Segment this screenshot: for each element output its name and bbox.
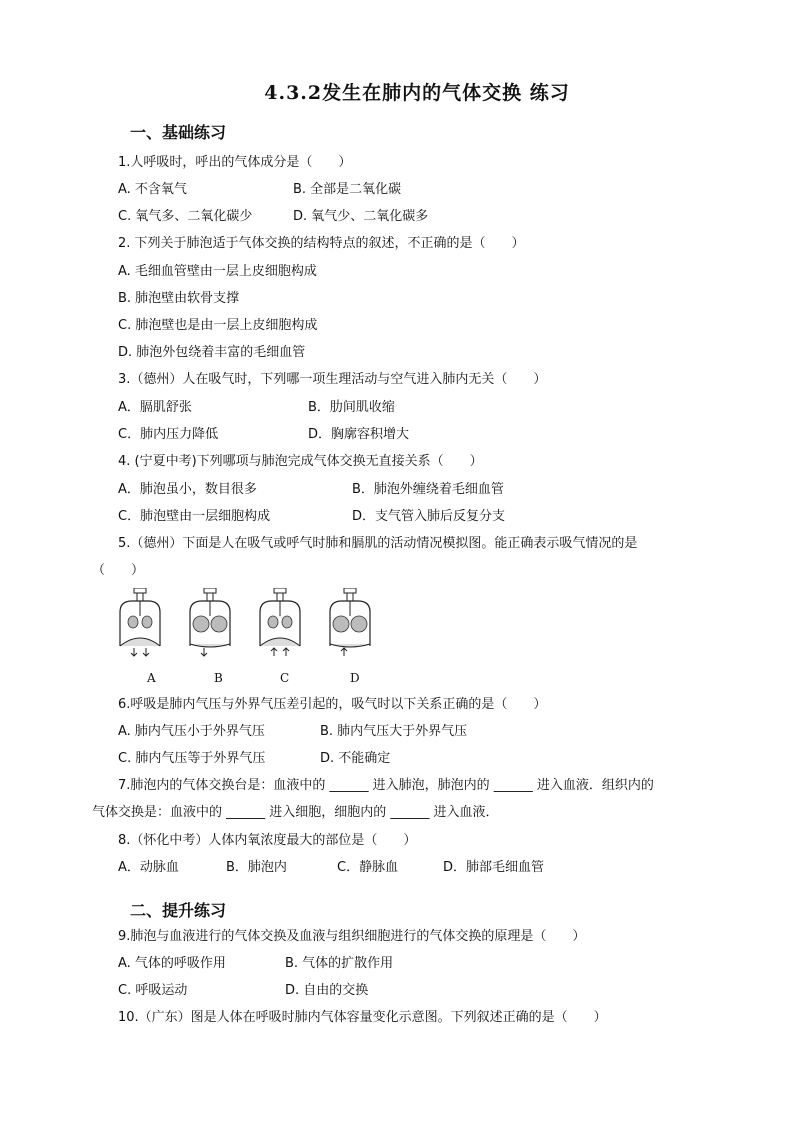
question-9-option-d: D. 自由的交换 [285,983,369,998]
question-4-stem: 4. (宁夏中考)下列哪项与肺泡完成气体交换无直接关系（ ） [118,454,483,469]
question-9-option-c: C. 呼吸运动 [118,983,188,998]
question-9-option-b: B. 气体的扩散作用 [285,956,394,971]
question-6-option-c: C. 肺内气压等于外界气压 [118,751,266,766]
question-1-stem: 1.人呼吸时，呼出的气体成分是（ ） [118,155,352,170]
question-4-option-a: A．肺泡虽小，数目很多 [118,482,257,497]
question-6-option-d: D. 不能确定 [320,751,391,766]
question-8-option-a: A．动脉血 [118,860,179,875]
question-4-option-d: D．支气管入肺后反复分支 [352,509,506,524]
question-6-option-a: A. 肺内气压小于外界气压 [118,724,265,739]
question-4-option-b: B．肺泡外缠绕着毛细血管 [352,482,504,497]
question-7-line-1: 7.肺泡内的气体交换台是：血液中的 ______ 进入肺泡，肺泡内的 ______ 进入血液．组织内的 [118,778,654,793]
model-d [330,588,370,656]
question-8-option-d: D．肺部毛细血管 [443,860,545,875]
model-a [120,588,160,656]
question-8-option-c: C．静脉血 [337,860,399,875]
question-2-option-c: C. 肺泡壁也是由一层上皮细胞构成 [118,318,318,333]
question-10-stem: 10.（广东）图是人体在呼吸时肺内气体容量变化示意图。下列叙述正确的是（ ） [118,1010,607,1025]
question-2-option-d: D. 肺泡外包绕着丰富的毛细血管 [118,345,306,360]
question-3-option-d: D．胸廓容积增大 [308,427,410,442]
section-heading-advanced: 二、提升练习 [130,901,227,920]
breathing-model-figure [110,588,380,688]
question-2-option-b: B. 肺泡壁由软骨支撑 [118,291,240,306]
model-b [190,588,230,656]
question-3-option-b: B．肋间肌收缩 [308,400,395,415]
figure-label-d: D [350,671,360,685]
question-4-option-c: C．肺泡壁由一层细胞构成 [118,509,271,524]
question-6-stem: 6.呼吸是肺内气压与外界气压差引起的，吸气时以下关系正确的是（ ） [118,697,547,712]
question-1-option-b: B. 全部是二氧化碳 [293,182,402,197]
question-5-answer-paren: （ ） [92,563,145,578]
figure-label-c: C [280,671,290,685]
question-3-option-c: C．肺内压力降低 [118,427,219,442]
question-1-option-d: D. 氧气少、二氧化碳多 [293,209,429,224]
question-1-option-a: A. 不含氧气 [118,182,187,197]
question-6-option-b: B. 肺内气压大于外界气压 [320,724,468,739]
question-7-line-2: 气体交换是：血液中的 ______ 进入细胞，细胞内的 ______ 进入血液． [92,805,499,820]
bell-jar-models [110,588,380,658]
question-8-option-b: B．肺泡内 [226,860,287,875]
section-heading-basic: 一、基础练习 [130,123,227,142]
question-3-stem: 3.（德州）人在吸气时，下列哪一项生理活动与空气进入肺内无关（ ） [118,372,547,387]
figure-label-b: B [214,671,223,685]
question-1-option-c: C. 氧气多、二氧化碳少 [118,209,253,224]
question-2-option-a: A. 毛细血管壁由一层上皮细胞构成 [118,264,317,279]
question-8-stem: 8.（怀化中考）人体内氧浓度最大的部位是（ ） [118,833,417,848]
page-title: 4.3.2发生在肺内的气体交换 练习 [264,82,570,104]
question-3-option-a: A．膈肌舒张 [118,400,192,415]
figure-label-a: A [147,671,156,685]
question-9-stem: 9.肺泡与血液进行的气体交换及血液与组织细胞进行的气体交换的原理是（ ） [118,929,586,944]
model-c [260,588,300,656]
question-2-stem: 2. 下列关于肺泡适于气体交换的结构特点的叙述，不正确的是（ ） [118,236,525,251]
question-9-option-a: A. 气体的呼吸作用 [118,956,226,971]
question-5-stem: 5.（德州）下面是人在吸气或呼气时肺和膈肌的活动情况模拟图。能正确表示吸气情况的是 [118,536,638,551]
